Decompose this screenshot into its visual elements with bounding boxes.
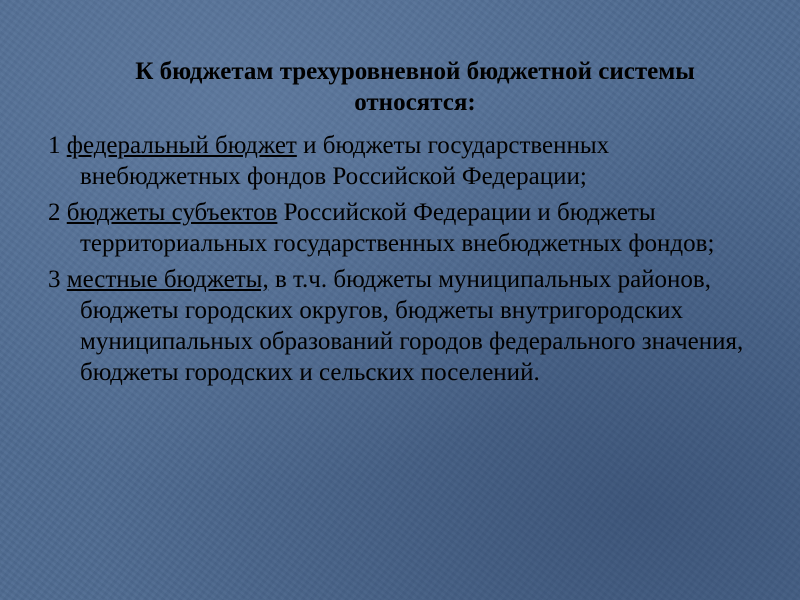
list-item-local xyxy=(48,264,768,388)
item-underlined-term: бюджеты субъектов xyxy=(66,199,278,226)
list-item-regional xyxy=(48,197,768,259)
list-item-federal xyxy=(48,130,768,192)
item-text: и бюджеты государственных внебюджетных фондов Российской Федерации; xyxy=(80,132,610,190)
item-number: 1 xyxy=(48,132,67,159)
item-underlined-term: местные бюджеты, xyxy=(66,266,269,293)
slide-title: К бюджетам трехуровневной бюджетной системы относятся: xyxy=(135,58,695,116)
item-text: в т.ч. бюджеты муниципальных районов, бюджеты городских округов, бюджеты внутригородских муниципальных образований городов федерального значения, бюджеты городских и сельских поселений. xyxy=(80,266,744,386)
budget-list xyxy=(48,130,768,393)
item-underlined-term: федеральный бюджет xyxy=(66,132,297,159)
item-number: 3 xyxy=(48,266,67,293)
item-text: Российской Федерации и бюджеты территориальных государственных внебюджетных фондов; xyxy=(80,199,715,257)
item-number: 2 xyxy=(48,199,67,226)
